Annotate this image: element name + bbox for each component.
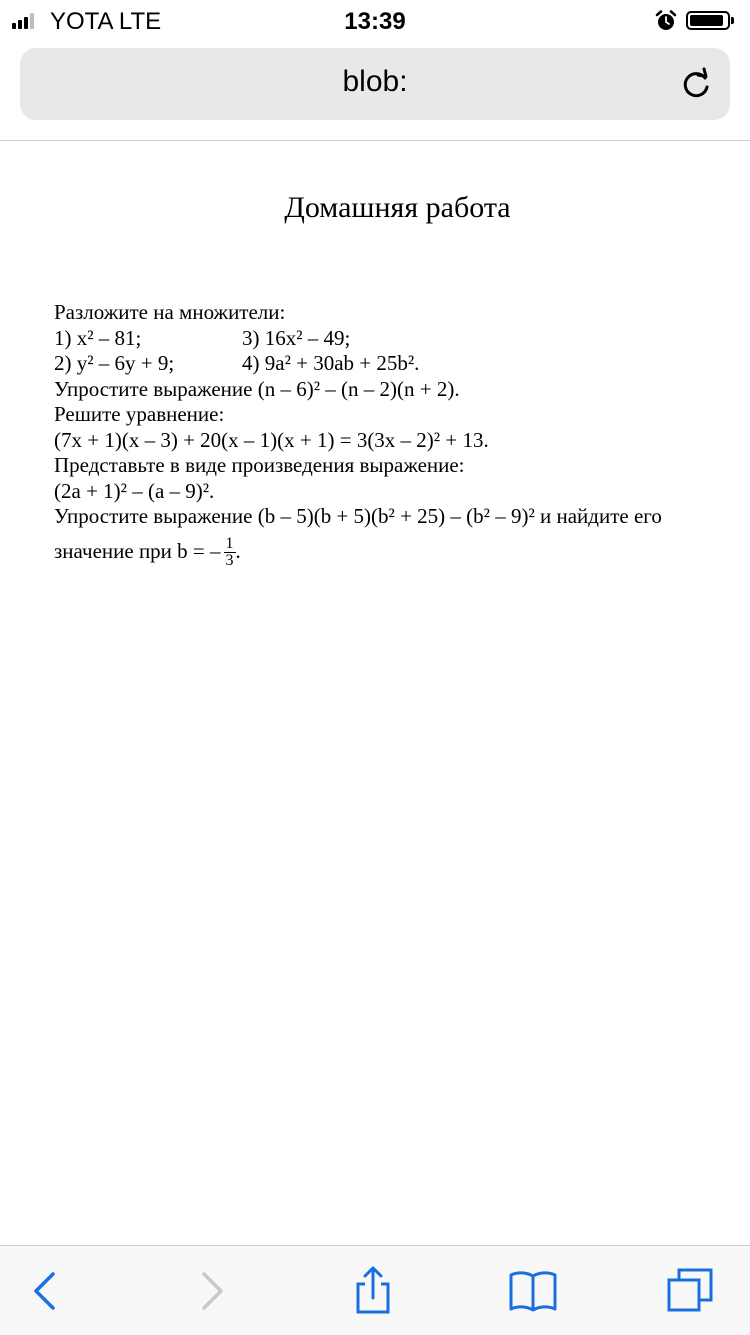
document-body: [54, 300, 734, 569]
bookmarks-icon[interactable]: [508, 1266, 558, 1316]
fraction-denominator: 3: [225, 551, 234, 569]
task-value-text: значение при b = –: [54, 539, 221, 564]
share-icon[interactable]: [348, 1266, 398, 1316]
status-bar: [0, 0, 750, 42]
task-value-end: .: [235, 539, 241, 564]
task-product-heading: Представьте в виде произведения выражение:: [54, 453, 465, 477]
document-page: [0, 141, 750, 1245]
tabs-icon[interactable]: [665, 1266, 715, 1316]
task-equation-heading: Решите уравнение:: [54, 402, 225, 426]
task-item-1: 1) x² – 81;: [54, 325, 142, 350]
task-factorize-heading: Разложите на множители:: [54, 300, 286, 324]
bottom-toolbar: [0, 1245, 750, 1335]
url-text[interactable]: blob:: [342, 65, 408, 98]
task-product-expression: (2a + 1)² – (a – 9)².: [54, 478, 215, 503]
fraction: [224, 536, 236, 569]
task-row-1: [54, 326, 734, 352]
document-title: Домашняя работа: [284, 191, 511, 224]
status-time: 13:39: [344, 8, 406, 35]
reload-icon[interactable]: [678, 67, 714, 103]
battery-icon: [686, 11, 730, 30]
task-item-2: 2) y² – 6y + 9;: [54, 351, 175, 375]
address-bar[interactable]: [20, 48, 730, 120]
back-icon[interactable]: [20, 1266, 70, 1316]
task-simplify-1: Упростите выражение (n – 6)² – (n – 2)(n + 2).: [54, 376, 460, 401]
task-value-line: [54, 536, 734, 569]
alarm-clock-icon: [655, 10, 677, 32]
task-equation: (7x + 1)(x – 3) + 20(x – 1)(x + 1) = 3(3x – 2)² + 13.: [54, 427, 489, 452]
fraction-numerator: 1: [225, 534, 234, 552]
carrier-label: YOTA LTE: [50, 8, 162, 35]
task-item-4: 4) 9a² + 30ab + 25b².: [242, 351, 420, 375]
task-row-2: [54, 351, 734, 377]
task-simplify-2: Упростите выражение (b – 5)(b + 5)(b² + 25) – (b² – 9)² и найдите его: [54, 504, 662, 528]
task-item-3: 3) 16x² – 49;: [242, 325, 351, 350]
battery-tip: [731, 17, 734, 24]
forward-icon[interactable]: [187, 1266, 237, 1316]
